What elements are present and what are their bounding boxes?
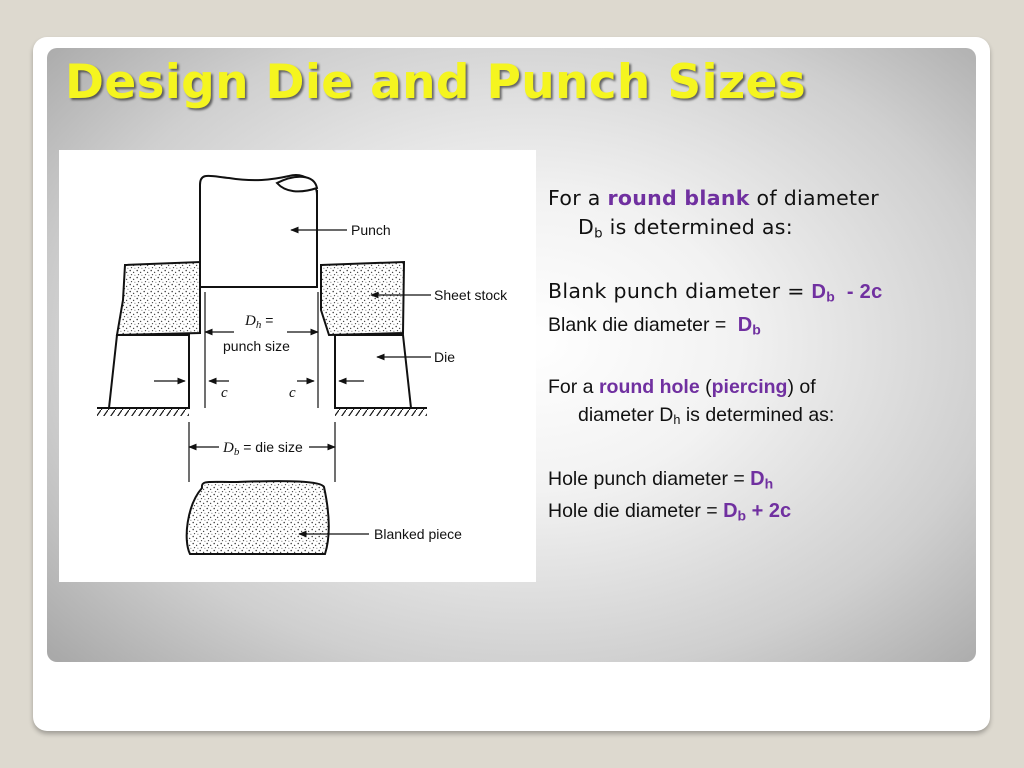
- dh-label: Dh =: [245, 312, 274, 331]
- db-die-size-label: Db = die size: [223, 439, 303, 458]
- punch-label: Punch: [351, 222, 391, 238]
- c-right-label: c: [289, 385, 296, 401]
- round-blank-line-2: $D_b$ is determined as:: [578, 215, 793, 242]
- punch-size-label: punch size: [223, 338, 290, 354]
- blank-die-formula: Blank die diameter = $D_b$: [548, 314, 761, 338]
- round-blank-line: For a round blank of diameter: [548, 186, 880, 210]
- hole-punch-formula: Hole punch diameter = $D_h$: [548, 468, 774, 492]
- die-label: Die: [434, 349, 456, 365]
- hole-die-formula: Hole die diameter = $D_b + 2c$: [548, 500, 792, 524]
- die-punch-diagram: [59, 150, 536, 582]
- round-hole-line-2: diameter $D_h$ is determined as:: [578, 404, 835, 428]
- slide-title: Design Die and Punch Sizes: [65, 55, 807, 110]
- punch-shape: [200, 175, 317, 287]
- blanked-piece-label: Blanked piece: [374, 526, 462, 542]
- diagram-figure: [59, 150, 536, 582]
- round-hole-line: For a round hole (piercing) of: [548, 376, 816, 398]
- sheet-stock-label: Sheet stock: [434, 287, 508, 303]
- c-left-label: c: [221, 385, 228, 401]
- blank-punch-formula: Blank punch diameter = $D_b - 2c$: [548, 279, 883, 305]
- blanked-piece-shape: [187, 481, 329, 554]
